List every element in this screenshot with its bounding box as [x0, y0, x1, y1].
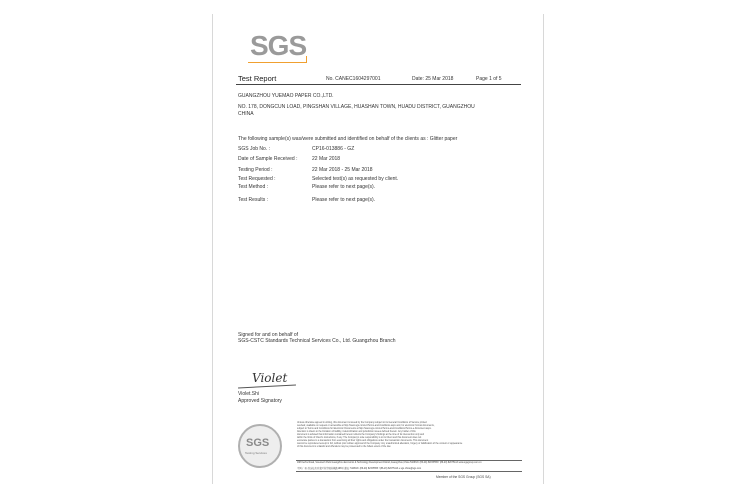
- field-value: CP16-013886 - GZ: [312, 146, 355, 152]
- sample-intro: The following sample(s) was/were submitted and identified on behalf of the clients as : Glitter paper: [238, 136, 458, 142]
- field-value: Please refer to next page(s).: [312, 197, 376, 203]
- handwritten-signature: Violet: [252, 371, 288, 385]
- signed-line1: Signed for and on behalf of: [238, 332, 299, 338]
- signed-line2: SGS-CSTC Standards Technical Services Co., Ltd. Guangzhou Branch: [238, 338, 396, 344]
- field-label: Test Results :: [238, 197, 269, 203]
- field-value: 22 Mar 2018: [312, 156, 341, 162]
- fine-print-line: document is advised that information contained hereon reflects the Company's findings at the time of its intervention only and: [297, 434, 424, 436]
- header-rule: [236, 84, 521, 85]
- seal-text: SGS: [246, 437, 270, 449]
- fine-print-line: within the limits of Client's instructions, if any. The Company's sole responsibility is to its Client and this document does not: [297, 437, 422, 439]
- field-label: Date of Sample Received :: [238, 156, 298, 162]
- client-address-line1: NO. 178, DONGCUN LOAD, PINGSHAN VILLAGE, HUASHAN TOWN, HUADU DISTRICT, GUANGZHOU: [238, 104, 475, 110]
- logo-underline: [248, 62, 306, 63]
- signatory-name: Violet.Shi: [238, 391, 260, 397]
- fine-print-line: overleaf, available on request or accessible at http://www.sgs.com/en/Terms-and-Conditions.aspx and, for electronic format documents,: [297, 425, 435, 427]
- field-value: Selected test(s) as requested by client.: [312, 176, 399, 182]
- footer-address-cn: 中国·广州·经济技术开发区科学城科珠路198号 邮编: 510663 t (86-20) 82155555 f (86-20) 82075113 e sgs.china@sgs.com: [297, 468, 422, 470]
- report-number: No. CANEC1604297001: [326, 76, 381, 82]
- client-name: GUANGZHOU YUEMAO PAPER CO.,LTD.: [238, 93, 334, 99]
- footer-rule-bottom: [296, 471, 522, 472]
- signatory-role: Approved Signatory: [238, 398, 282, 404]
- field-label: Testing Period :: [238, 167, 273, 173]
- field-label: SGS Job No. :: [238, 146, 270, 152]
- client-address-line2: CHINA: [238, 111, 254, 117]
- field-label: Test Requested :: [238, 176, 276, 182]
- fine-print-line: exonerate parties to a transaction from exercising all their rights and obligations under the transaction documents. This document: [297, 440, 429, 442]
- seal-subtext: Testing Services: [245, 451, 267, 455]
- fine-print-line: of this document is unlawful and offenders may be prosecuted to the fullest extent of the law.: [297, 446, 391, 448]
- fine-print-line: cannot be reproduced except in full, without prior written approval of the Company. Any unauthorized alteration, forgery or falsification of the content or appearance: [297, 443, 463, 445]
- field-value: 22 Mar 2018 - 25 Mar 2018: [312, 167, 373, 173]
- fine-print-line: Attention is drawn to the limitation of liability, indemnification and jurisdiction issues defined therein. Any holder of this: [297, 431, 416, 433]
- field-label: Test Method :: [238, 184, 269, 190]
- page-number: Page 1 of 5: [476, 76, 502, 82]
- field-value: Please refer to next page(s).: [312, 184, 376, 190]
- fine-print-line: Unless otherwise agreed in writing, this document is issued by the Company subject to its General Conditions of Service printed: [297, 422, 427, 424]
- report-title: Test Report: [238, 74, 277, 83]
- sgs-logo: SGS: [250, 30, 307, 61]
- report-date: Date: 25 Mar 2018: [412, 76, 454, 82]
- footer-address-en: 198 Kezhu Road, Scientech Park Guangzhou Economic & Technology Development District,Guangzhou,China 510663 t (86-20) 82155555 f (86-20) 82075113 www.sgsgroup.com.cn: [297, 462, 482, 464]
- footer-member: Member of the SGS Group (SGS SA): [436, 475, 491, 479]
- fine-print-line: subject to Terms and Conditions for Electronic Documents at http://www.sgs.com/en/Terms-and-Conditions/Terms-e-Document.aspx.: [297, 428, 432, 430]
- logo-tick: [306, 56, 307, 63]
- footer-rule-top: [296, 460, 522, 461]
